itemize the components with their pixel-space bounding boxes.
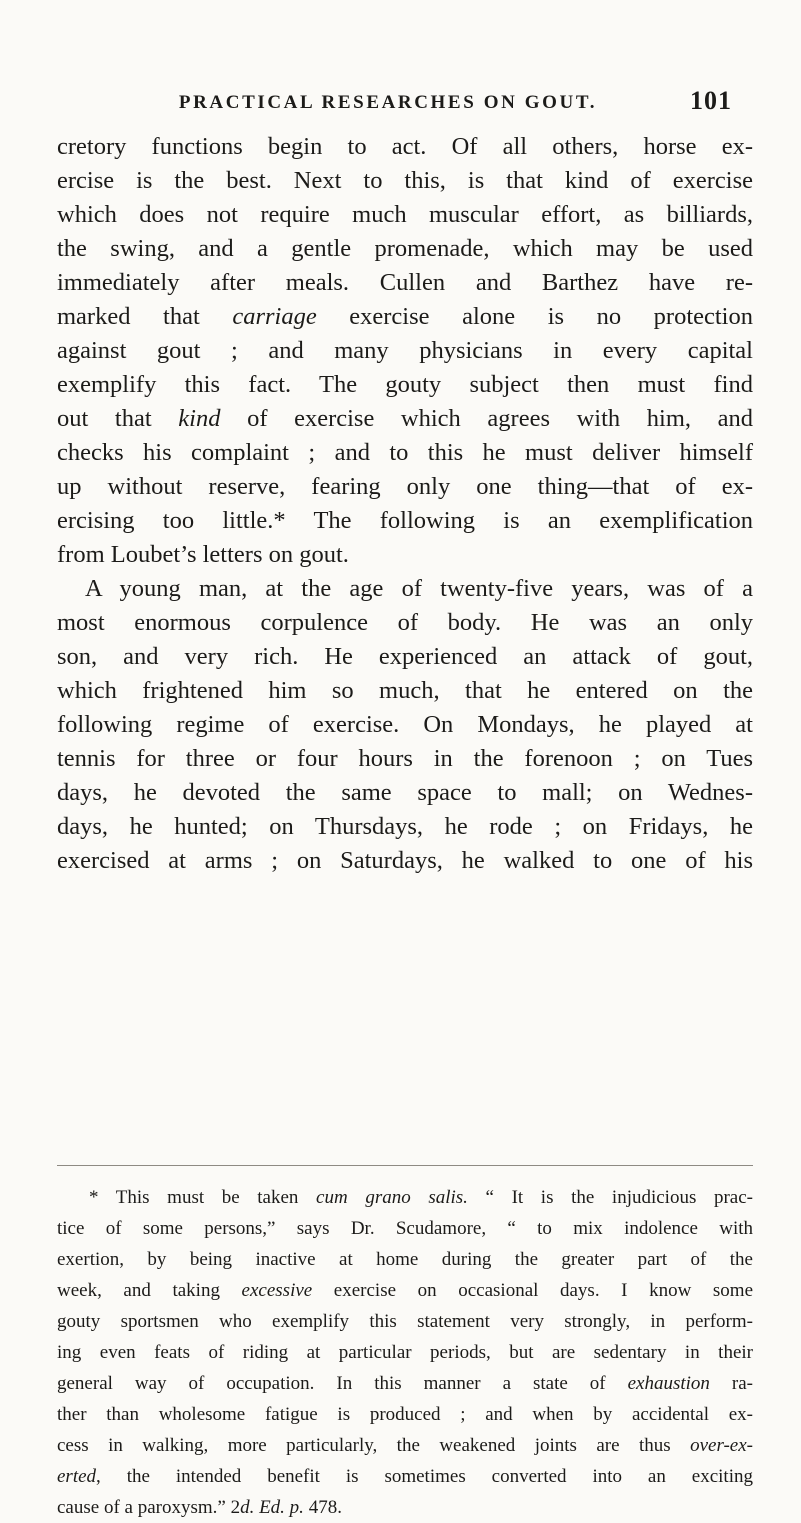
text-line: son, and very rich. He experienced an attack of gout, (57, 643, 753, 670)
text-line: following regime of exercise. On Mondays, he played at (57, 711, 753, 738)
footnote-line: ther than wholesome fatigue is produced ; and when by accidental ex- (57, 1404, 753, 1425)
running-header (0, 82, 801, 122)
text-line: days, he devoted the same space to mall; on Wednes- (57, 779, 753, 806)
text-line: which does not require much muscular effort, as billiards, (57, 201, 753, 228)
text-line: out that kind of exercise which agrees with him, and (57, 405, 753, 432)
text-line: which frightened him so much, that he entered on the (57, 677, 753, 704)
footnote-rule (57, 1165, 753, 1166)
text-line: tennis for three or four hours in the forenoon ; on Tues (57, 745, 753, 772)
text-line: marked that carriage exercise alone is no protection (57, 303, 753, 330)
footnote-line: gouty sportsmen who exemplify this statement very strongly, in perform- (57, 1311, 753, 1332)
footnote-line: week, and taking excessive exercise on occasional days. I know some (57, 1280, 754, 1301)
footnote-line: * This must be taken cum grano salis. “ It is the injudicious prac- (89, 1187, 753, 1208)
text-line: exemplify this fact. The gouty subject then must find (57, 371, 753, 398)
main-text (57, 130, 753, 878)
footnote-line: exertion, by being inactive at home during the greater part of the (57, 1249, 753, 1270)
text-line: A young man, at the age of twenty-five years, was of a (85, 575, 753, 602)
running-title: PRACTICAL RESEARCHES ON GOUT. (178, 92, 598, 113)
page-number: 101 (690, 86, 732, 115)
text-line: ercising too little.* The following is an exemplification (57, 507, 753, 534)
text-line: ercise is the best. Next to this, is that kind of exercise (57, 167, 753, 194)
text-line: immediately after meals. Cullen and Barthez have re- (57, 269, 753, 296)
footnote-line: general way of occupation. In this manner a state of exhaustion ra- (57, 1373, 754, 1394)
footnote-line: cess in walking, more particularly, the weakened joints are thus over-ex- (57, 1435, 753, 1456)
text-line: up without reserve, fearing only one thing—that of ex- (57, 473, 753, 500)
text-line: checks his complaint ; and to this he must deliver himself (57, 439, 753, 466)
footnote-line: cause of a paroxysm.” 2d. Ed. p. 478. (57, 1497, 342, 1518)
text-line: cretory functions begin to act. Of all others, horse ex- (57, 133, 753, 160)
text-line: exercised at arms ; on Saturdays, he walked to one of his (57, 847, 753, 874)
footnote-line: ing even feats of riding at particular periods, but are sedentary in their (57, 1342, 753, 1363)
footnote (57, 1182, 753, 1523)
text-line: the swing, and a gentle promenade, which may be used (57, 235, 753, 262)
text-line: against gout ; and many physicians in every capital (57, 337, 753, 364)
footnote-line: tice of some persons,” says Dr. Scudamore, “ to mix indolence with (57, 1218, 753, 1239)
text-line: most enormous corpulence of body. He was an only (57, 609, 753, 636)
text-line: from Loubet’s letters on gout. (57, 541, 349, 568)
text-line: days, he hunted; on Thursdays, he rode ; on Fridays, he (57, 813, 753, 840)
footnote-line: erted, the intended benefit is sometimes converted into an exciting (57, 1466, 753, 1487)
